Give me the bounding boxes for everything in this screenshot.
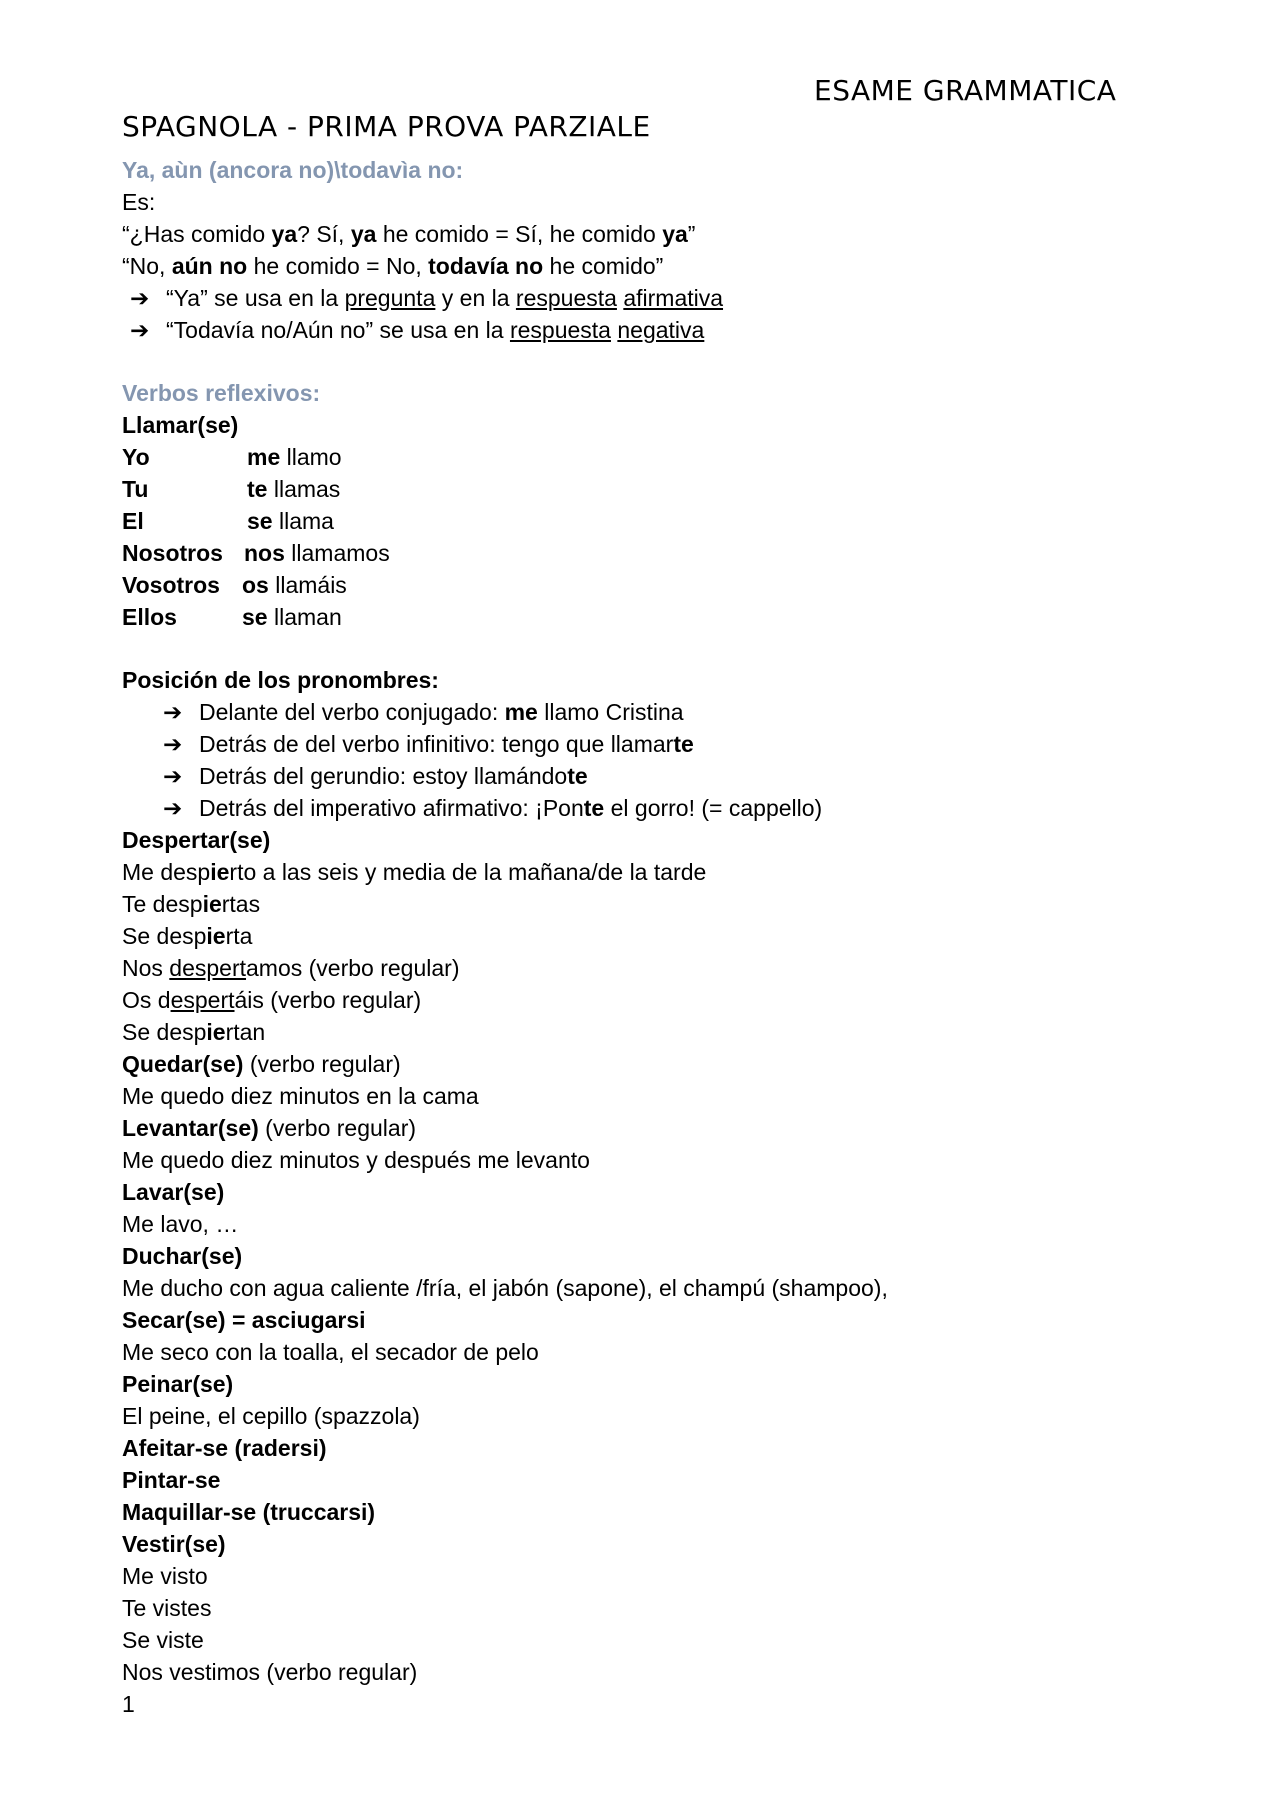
despertar-line: Me despierto a las seis y media de la mañana/de la tarde	[122, 859, 707, 885]
arrow-icon: ➔	[163, 731, 183, 757]
verb-duchar: Duchar(se)	[122, 1243, 243, 1269]
posicion-item: ➔ Detrás del imperativo afirmativo: ¡Ponte el gorro! (= cappello)	[163, 795, 823, 821]
arrow-icon: ➔	[163, 795, 183, 821]
conjugation-row: El se llama	[122, 508, 334, 534]
verb-secar: Secar(se) = asciugarsi	[122, 1307, 366, 1333]
verb-levantar: Levantar(se) (verbo regular)	[122, 1115, 417, 1141]
verb-pintar: Pintar-se	[122, 1467, 221, 1493]
section-heading-ya: Ya, aùn (ancora no)\todavìa no:	[122, 157, 464, 183]
arrow-icon: ➔	[163, 699, 183, 725]
peinar-line: El peine, el cepillo (spazzola)	[122, 1403, 420, 1429]
conjugation-row: Tu te llamas	[122, 476, 341, 502]
section-heading-posicion: Posición de los pronombres:	[122, 667, 439, 693]
arrow-icon: ➔	[163, 763, 183, 789]
verb-afeitar: Afeitar-se (radersi)	[122, 1435, 327, 1461]
conjugation-row: Yo me llamo	[122, 444, 342, 470]
vestir-line: Nos vestimos (verbo regular)	[122, 1659, 418, 1685]
rule-line-1: ➔ “Ya” se usa en la pregunta y en la respuesta afirmativa	[130, 285, 724, 311]
duchar-line: Me ducho con agua caliente /fría, el jabón (sapone), el champú (shampoo),	[122, 1275, 888, 1301]
secar-line: Me seco con la toalla, el secador de pelo	[122, 1339, 539, 1365]
rule-line-2: ➔ “Todavía no/Aún no” se usa en la respuesta negativa	[130, 317, 705, 343]
title-right: ESAME GRAMMATICA	[814, 74, 1117, 107]
verb-maquillar: Maquillar-se (truccarsi)	[122, 1499, 376, 1525]
levantar-line: Me quedo diez minutos y después me levanto	[122, 1147, 590, 1173]
example-line-1: “¿Has comido ya? Sí, ya he comido = Sí, he comido ya”	[122, 221, 696, 247]
conjugation-row: Nosotros nos llamamos	[122, 540, 390, 566]
es-label: Es:	[122, 189, 156, 215]
verb-vestir: Vestir(se)	[122, 1531, 226, 1557]
posicion-item: ➔ Detrás del gerundio: estoy llamándote	[163, 763, 588, 789]
arrow-icon: ➔	[130, 317, 150, 343]
despertar-line: Os despertáis (verbo regular)	[122, 987, 422, 1013]
posicion-item: ➔ Detrás de del verbo infinitivo: tengo que llamarte	[163, 731, 694, 757]
verb-peinar: Peinar(se)	[122, 1371, 234, 1397]
conjugation-row: Vosotros os llamáis	[122, 572, 347, 598]
verb-quedar: Quedar(se) (verbo regular)	[122, 1051, 401, 1077]
despertar-line: Nos despertamos (verbo regular)	[122, 955, 460, 981]
posicion-item: ➔ Delante del verbo conjugado: me llamo Cristina	[163, 699, 684, 725]
section-heading-reflexivos: Verbos reflexivos:	[122, 380, 321, 406]
verb-lavar: Lavar(se)	[122, 1179, 225, 1205]
example-line-2: “No, aún no he comido = No, todavía no he comido”	[122, 253, 664, 279]
verb-despertar: Despertar(se)	[122, 827, 271, 853]
title-left: SPAGNOLA - PRIMA PROVA PARZIALE	[122, 110, 651, 143]
arrow-icon: ➔	[130, 285, 150, 311]
vestir-line: Me visto	[122, 1563, 208, 1589]
despertar-line: Se despierta	[122, 923, 253, 949]
page-number: 1	[122, 1691, 135, 1717]
vestir-line: Te vistes	[122, 1595, 212, 1621]
conjugation-row: Ellos se llaman	[122, 604, 342, 630]
lavar-line: Me lavo, …	[122, 1211, 239, 1237]
verb-llamar: Llamar(se)	[122, 412, 239, 438]
despertar-line: Te despiertas	[122, 891, 261, 917]
quedar-line: Me quedo diez minutos en la cama	[122, 1083, 479, 1109]
vestir-line: Se viste	[122, 1627, 204, 1653]
despertar-line: Se despiertan	[122, 1019, 266, 1045]
